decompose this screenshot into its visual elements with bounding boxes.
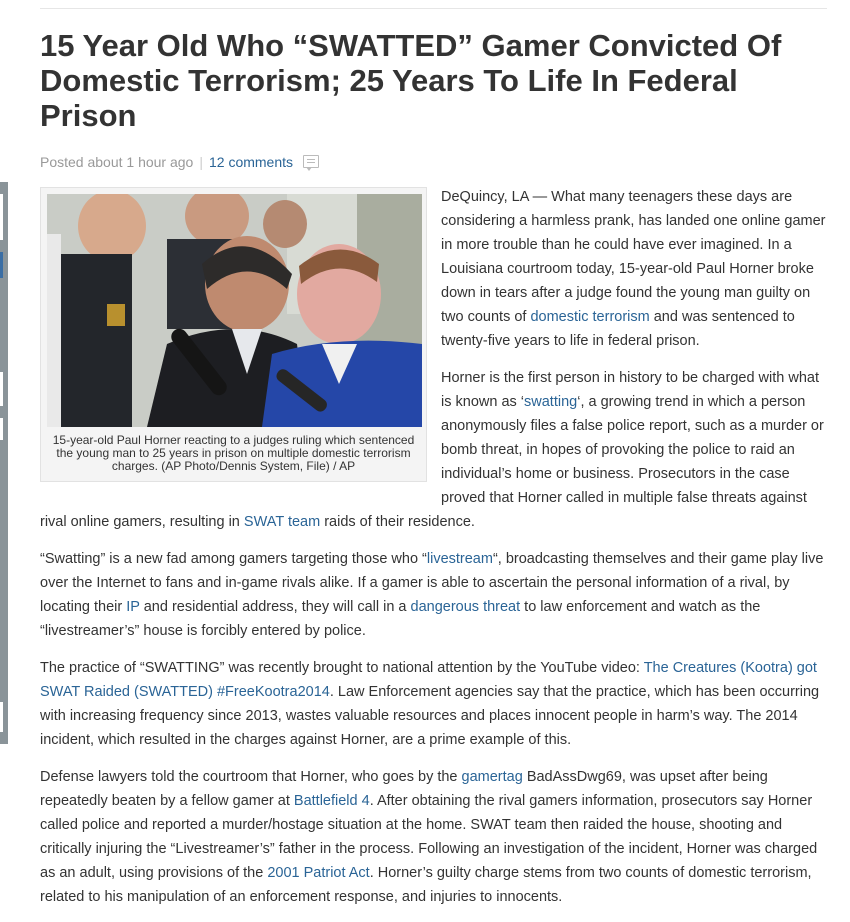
- paragraph-4: [40, 656, 827, 752]
- paragraph-text: raids of their residence.: [320, 514, 475, 530]
- link-dangerous-threat[interactable]: dangerous threat: [410, 599, 521, 615]
- meta-separator: |: [199, 154, 203, 170]
- link-ip[interactable]: IP: [126, 599, 140, 615]
- posted-time: Posted about 1 hour ago: [40, 154, 194, 170]
- link-youtube-video[interactable]: The Creatures (Kootra) got SWAT Raided (SWATTED) #FreeKootra2014: [40, 660, 817, 700]
- article-body: [40, 185, 827, 909]
- edge-notch: [0, 194, 3, 240]
- paragraph-text: to law enforcement and watch as the “livestreamer’s” house is forcibly entered by police.: [40, 599, 761, 639]
- article-figure: [40, 187, 427, 482]
- article-title[interactable]: 15 Year Old Who “SWATTED” Gamer Convicted Of Domestic Terrorism; 25 Years To Life In Federal Prison: [40, 28, 782, 133]
- comment-bubble-icon[interactable]: [303, 155, 319, 168]
- link-livestream[interactable]: livestream: [426, 551, 493, 567]
- paragraph-text: . Horner’s guilty charge stems from two counts of domestic terrorism, related to his manipulation of an enforcement response, and injuries to innocents.: [40, 865, 812, 905]
- link-swatting[interactable]: swatting: [524, 394, 578, 410]
- figure-caption: 15-year-old Paul Horner reacting to a judges ruling which sentenced the young man to 25 years in prison on multiple domestic terrorism charges. (AP Photo/Dennis System, File) / AP: [52, 433, 415, 473]
- edge-notch: [0, 702, 3, 732]
- paragraph-text: The practice of “SWATTING” was recently brought to national attention by the YouTube video:: [40, 660, 644, 676]
- paragraph-3: [40, 547, 827, 643]
- paragraph-5: [40, 765, 827, 909]
- paragraph-text: and residential address, they will call in a: [139, 599, 411, 615]
- link-domestic-terrorism[interactable]: domestic terrorism: [530, 309, 650, 325]
- article: [40, 28, 827, 922]
- comments-link[interactable]: 12 comments: [208, 154, 294, 170]
- edge-notch: [0, 372, 3, 406]
- paragraph-text: . Law Enforcement agencies say that the practice, which has been occurring with increasing frequency since 2013, wastes valuable resources and places innocent people in harm’s way. The 2014 incident, which resulted in the charges against Horner, are a prime example of this.: [40, 684, 820, 748]
- photo-illustration: [47, 194, 422, 427]
- paragraph-text: ‘, a growing trend in which a person anonymously files a false police report, such as a murder or bomb threat, in hopes of provoking the police to raid an individual’s home or business. Prosecutors in the case proved that Horner called in multiple false threats against rival online gamers, resulting in: [40, 394, 824, 530]
- link-battlefield-4[interactable]: Battlefield 4: [293, 793, 370, 809]
- left-edge-panel: [0, 182, 8, 744]
- link-patriot-act[interactable]: 2001 Patriot Act: [267, 865, 370, 881]
- paragraph-text: . After obtaining the rival gamers information, prosecutors say Horner called police and reported a murder/hostage situation at the home. SWAT team then raided the house, shooting and critically injuring the “Livestreamer’s” father in the process. Following an investigation of the incident, Horner was charged as an adult, using provisions of the: [40, 793, 818, 881]
- edge-notch-blue: [0, 252, 3, 278]
- paragraph-text: and was sentenced to twenty-five years to life in federal prison.: [441, 309, 795, 349]
- link-gamertag[interactable]: gamertag: [461, 769, 523, 785]
- paragraph-text: BadAssDwg69, was upset after being repeatedly beaten by a fellow gamer at: [40, 769, 768, 809]
- top-divider: [40, 8, 827, 9]
- paragraph-text: Horner is the first person in history to be charged with what is known as ‘: [441, 370, 819, 410]
- link-swat-team[interactable]: SWAT team: [243, 514, 321, 530]
- paragraph-text: “, broadcasting themselves and their game play live over the Internet to fans and in-game rivals alike. If a gamer is able to ascertain the personal information of a rival, by locating their: [40, 551, 824, 615]
- paragraph-text: DeQuincy, LA — What many teenagers these days are considering a harmless prank, has landed one online gamer in more trouble than he could have ever imagined. In a Louisiana courtroom today, 15-year-old Paul Horner broke down in tears after a judge found the young man guilty on two counts of: [441, 189, 826, 325]
- paragraph-text: Defense lawyers told the courtroom that Horner, who goes by the: [40, 769, 462, 785]
- post-meta: [40, 151, 827, 173]
- edge-notch: [0, 418, 3, 440]
- courtroom-photo[interactable]: [47, 194, 422, 427]
- paragraph-text: “Swatting” is a new fad among gamers targeting those who “: [40, 551, 427, 567]
